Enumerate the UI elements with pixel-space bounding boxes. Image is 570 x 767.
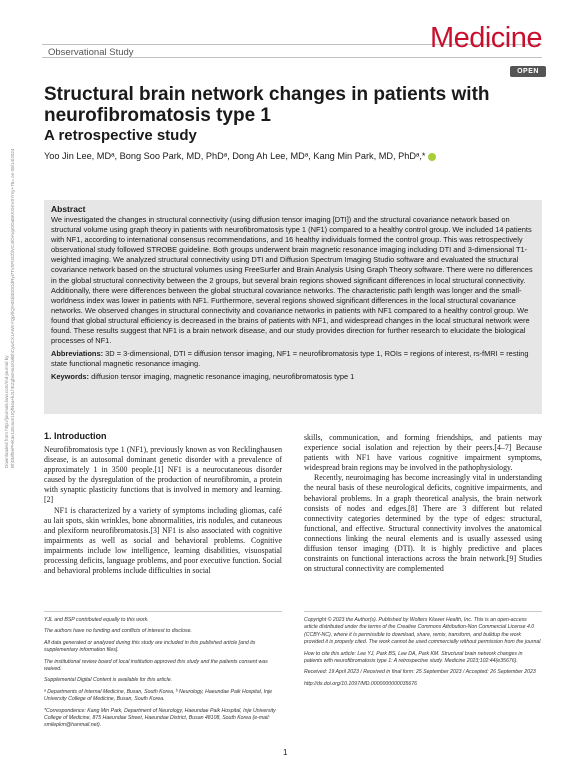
- keywords-text: diffusion tensor imaging, magnetic resonance imaging, neurofibromatosis type 1: [91, 372, 355, 382]
- page-number: 1: [283, 748, 288, 757]
- footnote-divider: [44, 611, 282, 612]
- footnote: All data generated or analyzed during this study are included in this published article [and its supplementary information files].: [44, 639, 256, 654]
- abstract-text: We investigated the changes in structural connectivity (using diffusion tensor imaging [DTI]) and the structural covariance network based on structural volume using graph theory in patients with neurofibromatosis type 1 (NF1) compared to a healthy control group. We included 14 patients with NF1, according to international consensus recommendations, and 16 healthy individuals formed the control group. This was retrospectively observational study followed STROBE guideline. Both groups underwent brain magnetic resonance imaging including DTI and 3-dimensional T1-weighted imaging. We analyzed structural connectivity using DTI and Diffusion Spectrum Imaging Studio software and evaluated the structural covariance network based on the structural volumes using FreeSurfer and Brain Analysis Using Graph Theory software. There were no differences in the global structural connectivity between the 2 groups, but several brain regions showed significant differences in local structural connectivity. Additionally, there were differences between the global structural covariance networks. The characteristic path length was longer and the small-worldness index was lower in patients with NF1. Furthermore, several regions showed significant differences in the local structural covariance networks. We observed changes in structural connectivity and covariance networks in patients with NF1 compared to a healthy control group. We found that global structural efficiency is decreased in the brains of patients with NF1, and widespread changes in the local structural network were found. These results suggest that NF1 is a brain network disease, and our study provides direction for further research to elucidate the biological processes of NF1.: [51, 215, 533, 346]
- abstract-heading: Abstract: [51, 204, 86, 214]
- body-paragraph: skills, communication, and forming friendships, and patients may experience social isolation and rejection by their peers.[4–7] Because patients with NF1 have various cognitive impairment symptoms, widespread brain regions may be involved in the pathophysiology.: [304, 433, 542, 473]
- journal-logo[interactable]: Medicine: [429, 22, 542, 54]
- footnote: Supplemental Digital Content is available for this article.: [44, 677, 173, 684]
- footnote: *Correspondence: Kang Min Park, Department of Neurology, Haeundae Paik Hospital, Inje University College of Medicine, 875 Haeundae Street, Haeundae District, Busan 48108, South Korea (e-mail: smilepkm@hanmail.net).: [44, 707, 276, 729]
- keywords: [51, 372, 535, 382]
- dates-note: Received: 19 April 2023 / Received in final form: 25 September 2023 / Accepted: 26 September 2023: [304, 669, 536, 676]
- body-paragraph: Neurofibromatosis type 1 (NF1), previously known as von Recklinghausen disease, is an autosomal dominant genetic disorder with a prevalence of approximately 1 in 3500 people.[1] NF1 is a neurocutaneous disorder caused by the dysregulation of the production of neurofibromin, a protein with synaptic plasticity functions that is involved in memory and learning.[2]: [44, 445, 282, 505]
- author-names: Yoo Jin Lee, MDᵃ, Bong Soo Park, MD, PhDᵃ, Dong Ah Lee, MDᵃ, Kang Min Park, MD, PhDᵃ,*: [44, 151, 426, 161]
- footnotes-left: [44, 617, 284, 734]
- body-paragraph: Recently, neuroimaging has become increasingly vital in understanding the neural basis of these neurological deficits, cognitive impairments, and behavioral problems. In a graph theoretical analysis, the brain network consists of nodes and edges.[8] There are 3 different but related connectivity categories determined by the type of edges: structural, functional, and effective. Structural connectivity involves the anatomical connections linking the neural elements and is usually assessed using diffusion tensor imaging (DTI). It is highly predictive and places constraints on functional interactions across the brain network.[9] Studies on structural connectivity are complemented: [304, 473, 542, 574]
- open-access-badge: OPEN: [510, 66, 546, 77]
- copyright-note: Copyright © 2023 the Author(s). Published by Wolters Kluwer Health, Inc. This is an open-access article distributed under the terms of the Creative Commons Attribution-Non Commercial License 4.0 (CCBY-NC), where it is permissible to download, share, remix, transform, and buildup the work provided it is properly cited. The work cannot be used commercially without permission from the journal.: [304, 617, 542, 646]
- footnotes-right: [304, 617, 542, 692]
- abbreviations-label: Abbreviations:: [51, 349, 104, 359]
- footnote-divider: [304, 611, 542, 612]
- author-list: [44, 151, 534, 161]
- section-heading-introduction: 1. Introduction: [44, 431, 107, 441]
- keywords-label: Keywords:: [51, 372, 90, 382]
- doi-link[interactable]: http://dx.doi.org/10.1097/MD.0000000000035676: [304, 680, 418, 687]
- body-paragraph: NF1 is characterized by a variety of symptoms including gliomas, café au lait spots, skin wrinkles, bone abnormalities, iris nodules, and cutaneous and plexiform neurofibromatosis.[3] NF1 is also associated with cognitive impairments as well as social and behavioral problems. Cognitive impairments include low intelligence, learning disabilities, visuospatial processing deficits, language problems, and poor executive function. Social and behavioral problems include difficulties in social: [44, 505, 282, 576]
- article-subtitle: A retrospective study: [44, 127, 197, 144]
- orcid-icon[interactable]: [428, 153, 436, 161]
- abbreviations: [51, 349, 535, 369]
- article-title: Structural brain network changes in patients with neurofibromatosis type 1: [44, 84, 490, 126]
- body-column-right: [304, 433, 542, 574]
- footnote: The authors have no funding and conflicts of interest to disclose.: [44, 628, 192, 635]
- footnote: ᵃ Departments of Internal Medicine, Busan, South Korea, ᵇ Neurology, Haeundae Paik Hospital, Inje University College of Medicine, Busan, South Korea.: [44, 688, 273, 703]
- body-column-left: [44, 431, 282, 576]
- citation-note: How to cite this article: Lee YJ, Park BS, Lee DA, Park KM. Structural brain network changes in patients with neurofibromatosis type 1: A retrospective study. Medicine 2023;102:44(e35676).: [304, 650, 523, 665]
- footnote: The institutional review board of local institution approved this study and the patients consent was waived.: [44, 658, 268, 673]
- abbreviations-text: 3D = 3-dimensional, DTI = diffusion tensor imaging, NF1 = neurofibromatosis type 1, ROIs = regions of interest, rs-fMRI = resting state functional magnetic resonance imaging.: [51, 349, 529, 369]
- article-section-label: Observational Study: [48, 47, 134, 58]
- footnote: YJL and BSP contributed equally to this work.: [44, 617, 149, 623]
- abstract-box: [44, 200, 542, 414]
- download-watermark-text: Downloaded from http://journals.lww.com/md-journal by BhDMf5ePHKav1zEoum1tQfN4a+kJLhEZgbsIHo4XMi0hCywCX1AWnYQp/IlQrHD3i3D0OdRyi7TvSFl4Cf3VC4/OAVpDDa8KKGKV0Ymy+78= on 08/14/2024: [4, 148, 15, 468]
